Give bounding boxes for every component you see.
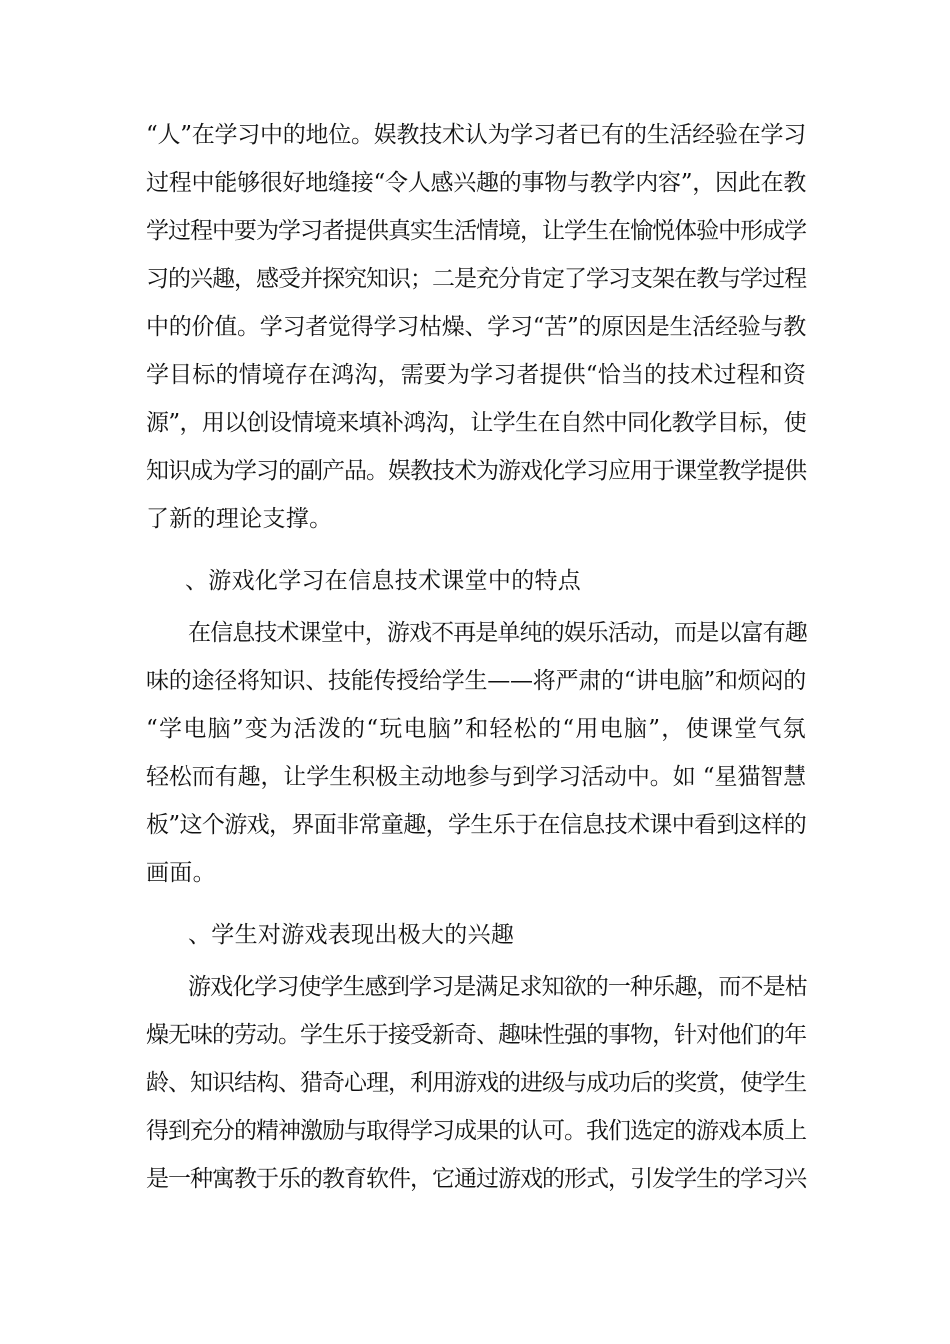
paragraph-1-line-9: 了新的理论支撑。	[146, 506, 333, 532]
paragraph-3-line-2: 燥无味的劳动。学生乐于接受新奇、趣味性强的事物，针对他们的年	[146, 1022, 806, 1048]
section-heading-1: 、游戏化学习在信息技术课堂中的特点	[185, 568, 582, 594]
paragraph-2-line-5: 板”这个游戏，界面非常童趣，学生乐于在信息技术课中看到这样的	[146, 812, 806, 838]
paragraph-3-line-3: 龄、知识结构、猎奇心理，利用游戏的进级与成功后的奖赏，使学生	[146, 1070, 806, 1096]
paragraph-2-line-6: 画面。	[146, 860, 216, 886]
section-heading-2: 、学生对游戏表现出极大的兴趣	[188, 922, 515, 948]
paragraph-2-line-1: 在信息技术课堂中，游戏不再是单纯的娱乐活动，而是以富有趣	[188, 620, 807, 646]
paragraph-1-line-6: 学目标的情境存在鸿沟，需要为学习者提供“恰当的技术过程和资	[146, 362, 806, 388]
paragraph-1-line-5: 中的价值。学习者觉得学习枯燥、学习“苦”的原因是生活经验与教	[146, 314, 806, 340]
paragraph-1-line-8: 知识成为学习的副产品。娱教技术为游戏化学习应用于课堂教学提供	[146, 458, 806, 484]
paragraph-1-line-1: “人”在学习中的地位。娱教技术认为学习者已有的生活经验在学习	[146, 122, 806, 148]
paragraph-3-line-4: 得到充分的精神激励与取得学习成果的认可。我们选定的游戏本质上	[146, 1118, 806, 1144]
paragraph-1-line-2: 过程中能够很好地缝接“令人感兴趣的事物与教学内容”，因此在教	[146, 170, 806, 196]
paragraph-2-line-2: 味的途径将知识、技能传授给学生——将严肃的“讲电脑”和烦闷的	[146, 668, 806, 694]
paragraph-1-line-4: 习的兴趣，感受并探究知识；二是充分肯定了学习支架在教与学过程	[146, 266, 806, 292]
paragraph-2-line-3: “学电脑”变为活泼的“玩电脑”和轻松的“用电脑”，使课堂气氛	[146, 716, 806, 742]
paragraph-3-line-5: 是一种寓教于乐的教育软件，它通过游戏的形式，引发学生的学习兴	[146, 1166, 806, 1192]
paragraph-2-line-4: 轻松而有趣，让学生积极主动地参与到学习活动中。如 “星猫智慧	[146, 764, 807, 790]
paragraph-3-line-1: 游戏化学习使学生感到学习是满足求知欲的一种乐趣，而不是枯	[188, 974, 807, 1000]
paragraph-1-line-3: 学过程中要为学习者提供真实生活情境，让学生在愉悦体验中形成学	[146, 218, 806, 244]
paragraph-1-line-7: 源”，用以创设情境来填补鸿沟，让学生在自然中同化教学目标，使	[146, 410, 806, 436]
